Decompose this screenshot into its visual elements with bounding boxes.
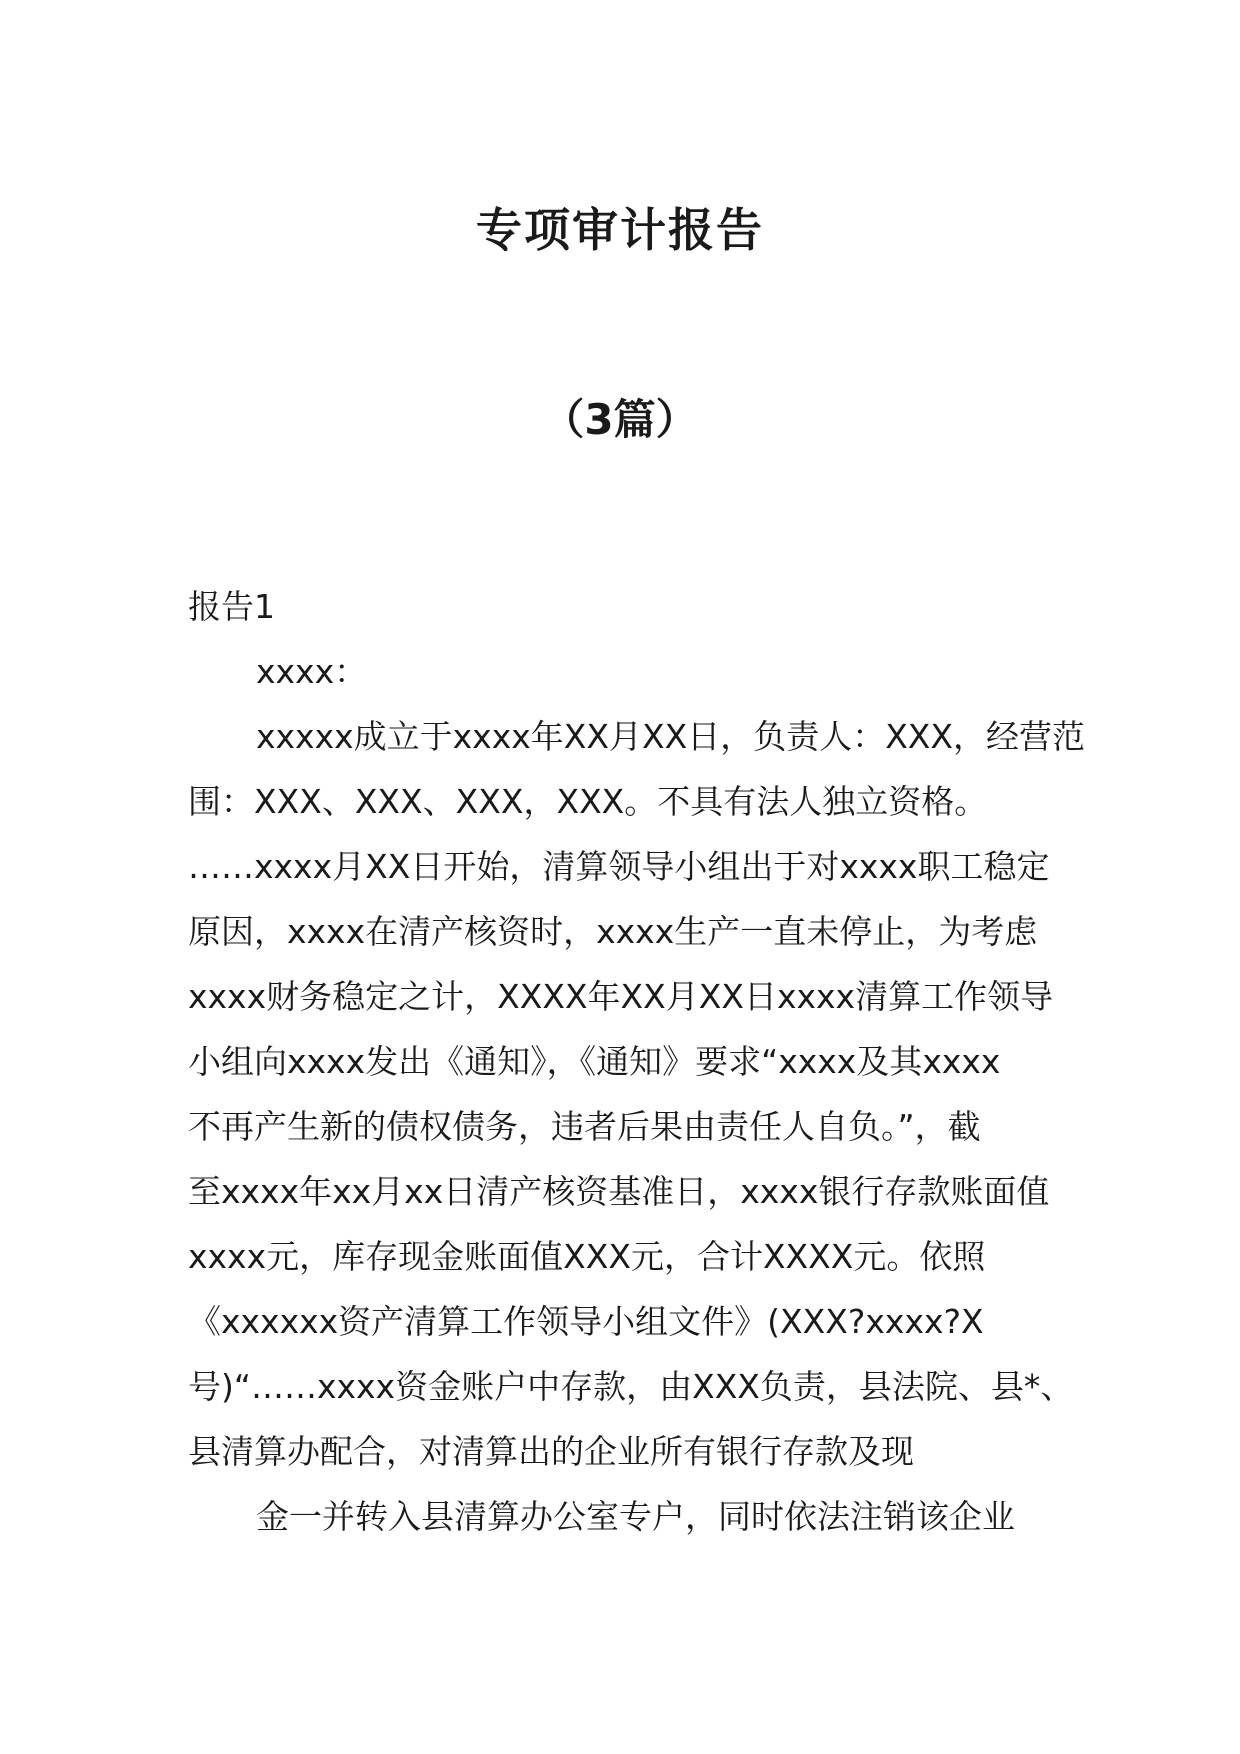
paragraph-line: xxxxx成立于xxxx年XX月XX日，负责人：XXX，经营范 [256, 717, 1086, 756]
paragraph-line: ……xxxx月XX日开始，清算领导小组出于对xxxx职工稳定 [188, 847, 1050, 886]
paragraph-line: 围：XXX、XXX、XXX，XXX。不具有法人独立资格。 [188, 782, 988, 821]
document-body [188, 574, 1086, 1549]
paragraph-line: 《xxxxxx资产清算工作领导小组文件》(XXX?xxxx?X [188, 1302, 984, 1341]
section-label: 报告1 [188, 587, 275, 626]
paragraph-line: 金一并转入县清算办公室专户，同时依法注销该企业 [256, 1497, 1015, 1536]
salutation: xxxx： [256, 652, 368, 691]
paragraph-line: 县清算办配合，对清算出的企业所有银行存款及现 [188, 1432, 914, 1471]
paragraph-line: xxxx元，库存现金账面值XXX元，合计XXXX元。依照 [188, 1237, 986, 1276]
paragraph-line: 小组向xxxx发出《通知》，《通知》要求“xxxx及其xxxx [188, 1042, 1001, 1081]
paragraph-line: xxxx财务稳定之计，XXXX年XX月XX日xxxx清算工作领导 [188, 977, 1054, 1016]
paragraph-line: 至xxxx年xx月xx日清产核资基准日，xxxx银行存款账面值 [188, 1172, 1050, 1211]
document-title: 专项审计报告 [476, 203, 764, 257]
paragraph-line: 原因，xxxx在清产核资时，xxxx生产一直未停止，为考虑 [188, 912, 1038, 951]
paragraph-line: 不再产生新的债权债务，违者后果由责任人自负。”，截 [188, 1107, 981, 1146]
document-subtitle: （3篇） [542, 395, 698, 444]
paragraph-line: 号)“……xxxx资金账户中存款，由XXX负责，县法院、县*、 [188, 1367, 1074, 1406]
